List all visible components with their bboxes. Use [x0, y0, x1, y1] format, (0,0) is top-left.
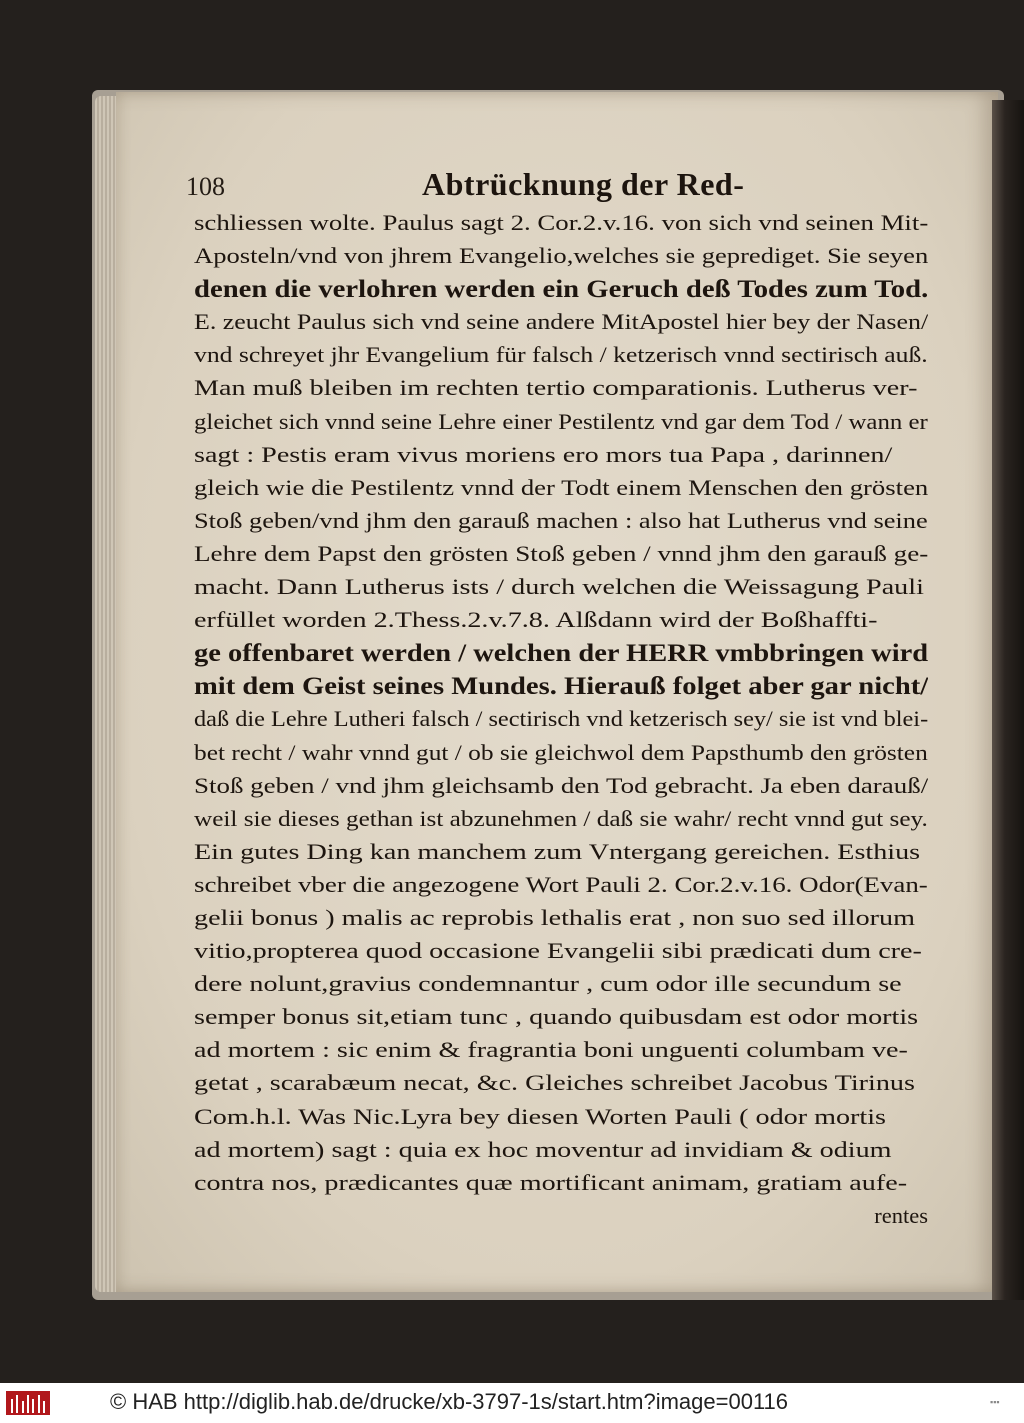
text-line: Stoß geben/vnd jhm den garauß machen : also hat Lutherus vnd seine	[194, 507, 928, 533]
footer-mark: ▪▪▪	[990, 1397, 1000, 1407]
text-line: rentes	[874, 1202, 928, 1228]
running-title: Abtrücknung der Red-	[422, 166, 745, 202]
text-line: Ein gutes Ding kan manchem zum Vntergang gereichen. Esthius	[194, 838, 921, 864]
text-line: schliessen wolte. Paulus sagt 2. Cor.2.v.16. von sich vnd seinen Mit-	[194, 210, 928, 235]
text-line: semper bonus sit,etiam tunc , quando quibusdam est odor mortis	[194, 1004, 919, 1030]
page-number: 108	[186, 172, 225, 201]
text-line: gleichet sich vnnd seine Lehre einer Pestilentz vnd gar dem Tod / wann er	[194, 408, 928, 434]
text-line: denen die verlohren werden ein Geruch deß Todes zum Tod.	[194, 274, 928, 304]
text-line: macht. Dann Lutherus ists / durch welchen die Weissagung Pauli	[194, 574, 924, 600]
text-line: vitio,propterea quod occasione Evangelii sibi prædicati dum cre-	[194, 938, 922, 964]
text-line: Aposteln/vnd von jhrem Evangelio,welches sie geprediget. Sie seyen	[194, 243, 928, 269]
text-line: getat , scarabæum necat, &c. Gleiches schreibet Jacobus Tirinus	[194, 1070, 915, 1096]
text-line: Com.h.l. Was Nic.Lyra bey diesen Worten Pauli ( odor mortis	[194, 1103, 886, 1129]
text-line: gleich wie die Pestilentz vnnd der Todt einem Menschen den grösten	[194, 474, 928, 500]
text-line: Man muß bleiben im rechten tertio comparationis. Lutherus ver-	[194, 375, 918, 401]
text-line: vnd schreyet jhr Evangelium für falsch / ketzerisch vnnd sectirisch auß.	[194, 342, 928, 368]
text-line: Lehre dem Papst den grösten Stoß geben / vnnd jhm den garauß ge-	[194, 540, 928, 566]
page-body-text	[194, 206, 928, 1232]
hab-logo-icon	[6, 1391, 50, 1415]
text-line: ad mortem) sagt : quia ex hoc moventur ad invidiam & odium	[194, 1136, 892, 1162]
footer-bar	[0, 1383, 1024, 1423]
text-line: dere nolunt,gravius condemnantur , cum odor ille secundum se	[194, 971, 902, 997]
text-line: mit dem Geist seines Mundes. Hierauß folget aber gar nicht/	[194, 671, 928, 701]
text-line: contra nos, prædicantes quæ mortificant animam, gratiam aufe-	[194, 1169, 908, 1195]
text-line: weil sie dieses gethan ist abzunehmen / daß sie wahr/ recht vnnd gut sey.	[194, 805, 928, 831]
text-line: E. zeucht Paulus sich vnd seine andere MitApostel hier bey der Nasen/	[194, 309, 928, 335]
text-line: daß die Lehre Lutheri falsch / sectirisch vnd ketzerisch sey/ sie ist vnd blei-	[194, 706, 928, 732]
text-line: sagt : Pestis eram vivus moriens ero mors tua Papa , darinnen/	[194, 441, 893, 467]
text-line: ad mortem : sic enim & fragrantia boni unguenti columbam ve-	[194, 1037, 908, 1063]
text-line: ge offenbaret werden / welchen der HERR vmbbringen wird	[194, 638, 928, 668]
text-line: schreibet vber die angezogene Wort Pauli 2. Cor.2.v.16. Odor(Evan-	[194, 871, 928, 897]
text-line: erfüllet worden 2.Thess.2.v.7.8. Alßdann wird der Boßhaffti-	[194, 607, 878, 633]
copyright-link[interactable]: © HAB http://diglib.hab.de/drucke/xb-3797-1s/start.htm?image=00116	[110, 1389, 789, 1414]
page-header	[186, 166, 926, 206]
book-gutter	[992, 100, 1024, 1300]
text-line: Stoß geben / vnd jhm gleichsamb den Tod gebracht. Ja eben darauß/	[194, 772, 928, 798]
text-line: bet recht / wahr vnnd gut / ob sie gleichwol dem Papsthumb den grösten	[194, 739, 928, 765]
text-line: gelii bonus ) malis ac reprobis lethalis erat , non suo sed illorum	[194, 904, 915, 930]
